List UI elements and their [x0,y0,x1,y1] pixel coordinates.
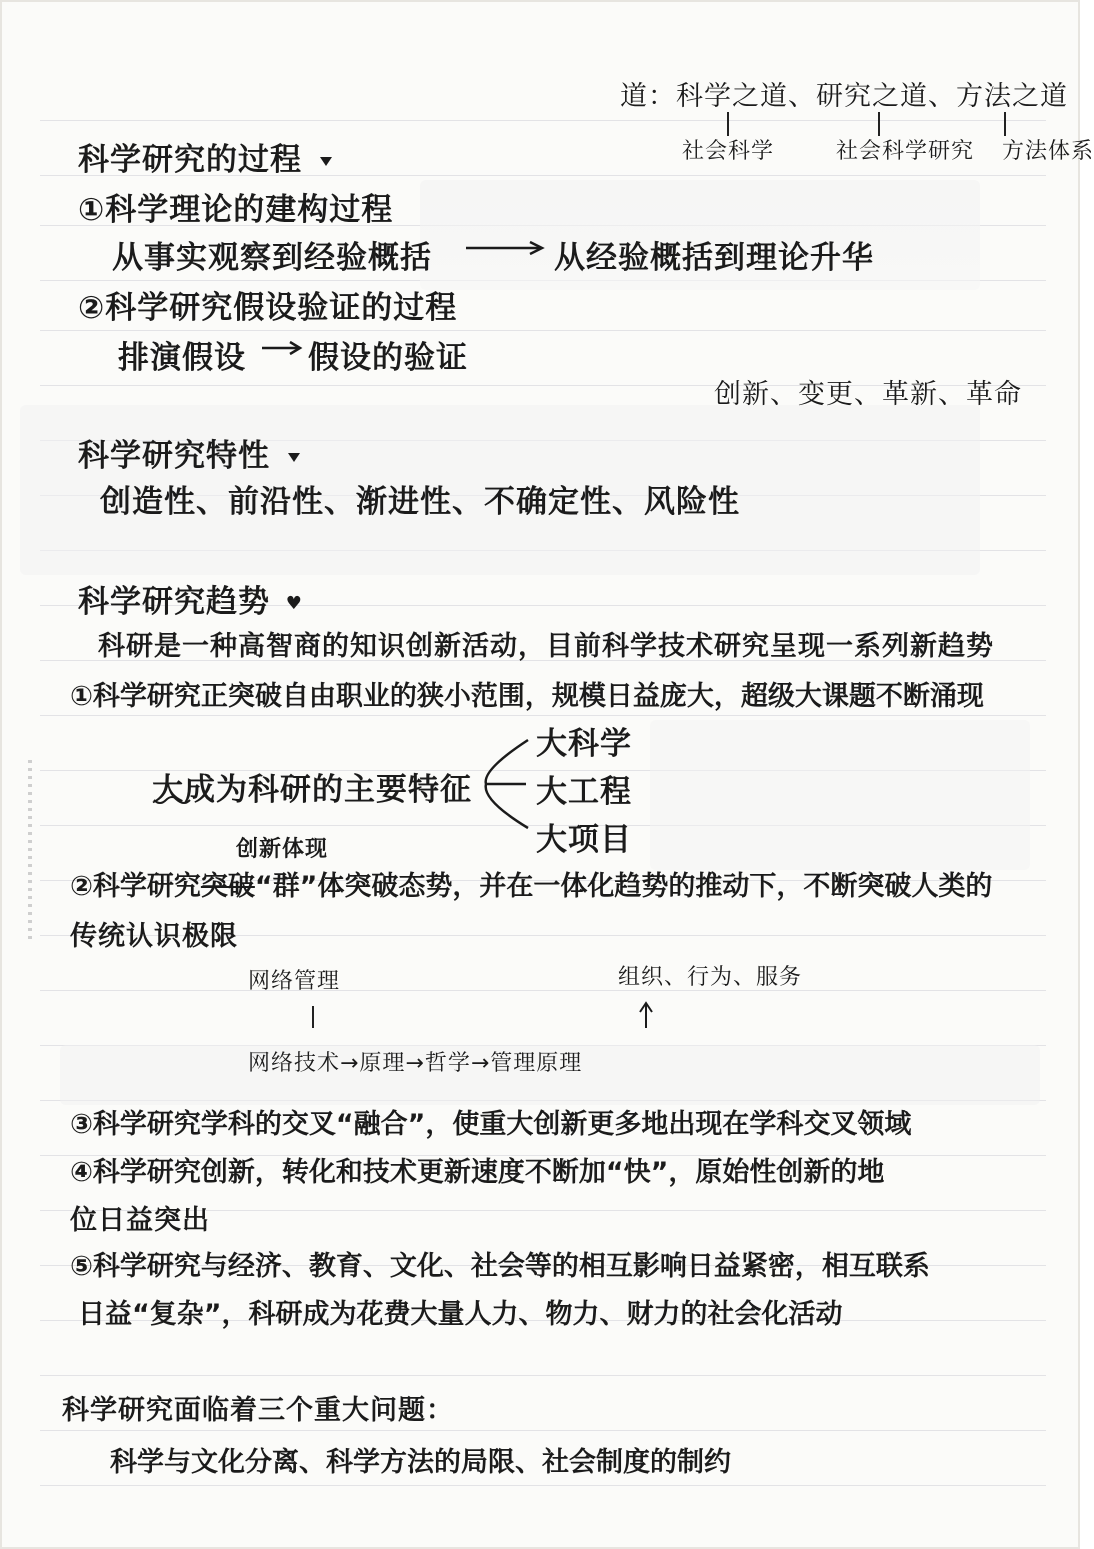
section-title-problems: 科学研究面临着三个重大问题： [62,1395,454,1426]
process-item-2: ②科学研究假设验证的过程 [78,290,458,326]
section-title-text: 科学研究特性 [78,438,270,474]
big-item-engineering: 大工程 [536,774,632,810]
features-list: 创造性、前沿性、渐进性、不确定性、风险性 [100,484,740,520]
section-title-text: 科学研究趋势 [78,584,270,620]
trend-2-line2: 传统认识极限 [70,921,238,952]
trend-5-line1: ⑤科学研究与经济、教育、文化、社会等的相互影响日益紧密，相互联系 [70,1251,930,1282]
process-item-1-left: 从事实观察到经验概括 [112,240,432,276]
section-title-text: 科学研究的过程 [78,142,302,178]
sub-social-science: 社会科学 [682,139,775,164]
sub-social-research: 社会科学研究 [836,139,975,164]
trend-1: ①科学研究正突破自由职业的狭小范围，规模日益庞大，超级大课题不断涌现 [70,681,984,712]
process-item-2-right: 假设的验证 [308,340,468,376]
flow-top-right: 组织、行为、服务 [618,965,803,990]
heart-icon: ♥ [285,593,303,614]
trend-2-struck: 突破 [200,871,255,902]
trend-5-line2: 日益“复杂”，科研成为花费大量人力、物力、财力的社会化活动 [78,1299,843,1330]
process-item-1-right: 从经验概括到理论升华 [554,240,874,276]
trend-3: ③科学研究学科的交叉“融合”，使重大创新更多地出现在学科交叉领域 [70,1109,912,1140]
process-item-2-left: 排演假设 [118,340,246,376]
big-label-rest: 成为科研的主要特征 [184,772,472,808]
trend-2-part2: “群”体突破态势，并在一体化趋势的推动下，不断突破人类的 [254,871,993,902]
trend-2-part1: ②科学研究 [70,871,201,902]
big-char: 大 [152,772,184,808]
dao-note: 道：科学之道、研究之道、方法之道 [620,81,1068,112]
big-item-science: 大科学 [536,726,632,762]
trend-2-annotation: 创新体现 [236,837,329,862]
innovation-note: 创新、变更、革新、革命 [714,379,1022,410]
problems-list: 科学与文化分离、科学方法的局限、社会制度的制约 [110,1447,731,1478]
flow-bottom: 网络技术→原理→哲学→管理原理 [248,1051,583,1076]
flow-top-left: 网络管理 [248,969,341,994]
trends-intro: 科研是一种高智商的知识创新活动，目前科学技术研究呈现一系列新趋势 [98,631,994,662]
trend-4-line2: 位日益突出 [70,1205,210,1236]
trend-4-line1: ④科学研究创新，转化和技术更新速度不断加“快”，原始性创新的地 [70,1157,885,1188]
big-item-project: 大项目 [536,822,632,858]
sub-method-system: 方法体系 [1002,139,1094,164]
process-item-1: ①科学理论的建构过程 [78,192,394,228]
